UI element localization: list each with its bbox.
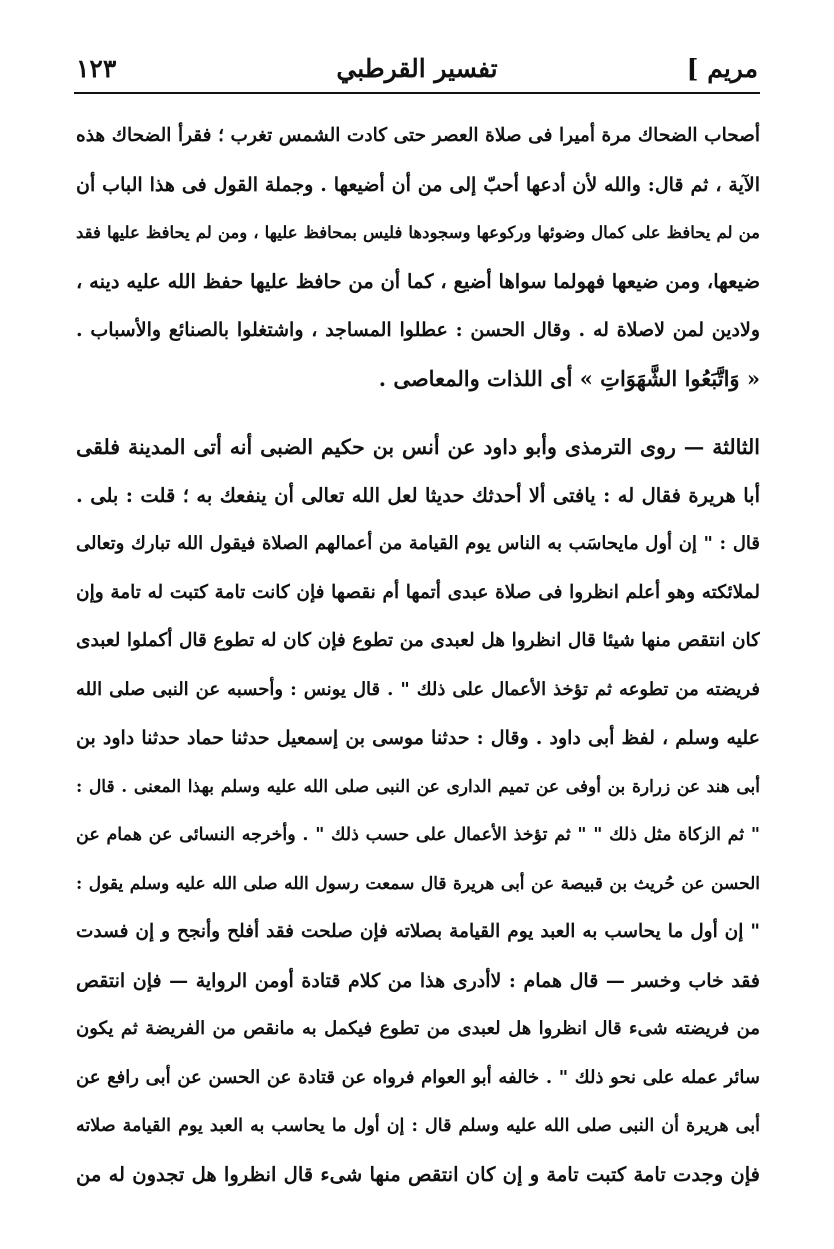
text-line: " إن أول ما يحاسب به العبد يوم القيامة بصلاته فإن صلحت فقد أفلح وأنجح و إن فسدت [76,921,760,942]
page-header [76,48,758,88]
page-body [76,112,760,1199]
text-line: من فريضته شىء قال انظروا هل لعبدى من تطوع فيكمل به مانقص من الفريضة ثم يكون [76,1018,760,1039]
text-line: لملائكته وهو أعلم انظروا فى صلاة عبدى أتمها أم نقصها فإن كانت تامة كتبت له تامة وإن [76,581,760,603]
text-line: الحسن عن حُريث بن قبيصة عن أبى هريرة قال سمعت رسول الله صلى الله عليه وسلم يقول : [76,873,760,894]
text-line: عليه وسلم ، لفظ أبى داود . وقال : حدثنا موسى بن إسمعيل حدثنا حماد حدثنا داود بن [76,727,760,749]
text-line: أصحاب الضحاك مرة أميرا فى صلاة العصر حتى كادت الشمس تغرب ؛ فقرأ الضحاك هذه [76,125,760,146]
page-number: ١٢٣ [76,54,117,83]
text-line: الآية ، ثم قال: والله لأن أدعها أحبّ إلى من أن أضيعها . وجملة القول فى هذا الباب أن [76,173,760,196]
text-line: كان انتقص منها شيئا قال انظروا هل لعبدى من تطوع فإن كان له تطوع قال أكملوا لعبدى [76,630,760,651]
text-line: فقد خاب وخسر — قال همام : لاأدرى هذا من كلام قتادة أومن الرواية — فإن انتقص [76,969,760,992]
book-title: تفسير القرطبي [336,54,498,83]
text-line: « وَاتَّبَعُوا الشَّهَوَاتِ » أى اللذات والمعاصى . [378,365,760,391]
text-line: ضيعها، ومن ضيعها فهولما سواها أضيع ، كما أن من حافظ عليها حفظ الله عليه دينه ، [76,269,760,293]
text-line: أبى هند عن زرارة بن أوفى عن تميم الدارى عن النبى صلى الله عليه وسلم بهذا المعنى . قال : [76,776,760,797]
text-line: قال : " إن أول مايحاسَب به الناس يوم القيامة من أعمالهم الصلاة فيقول الله تبارك وتعالى [76,533,760,554]
text-line: أبا هريرة فقال له : يافتى ألا أحدثك حديثا لعل الله تعالى أن ينفعك به ؛ قلت : بلى . [76,483,760,507]
text-line: ولادين لمن لاصلاة له . وقال الحسن : عطلوا المساجد ، واشتغلوا بالصنائع والأسباب . [76,319,760,341]
paragraph-1 [76,112,760,403]
text-line: " ثم الزكاة مثل ذلك " " ثم تؤخذ الأعمال على حسب ذلك " . وأخرجه النسائى عن همام عن [76,825,760,845]
text-line: الثالثة — روى الترمذى وأبو داود عن أنس بن حكيم الضبى أنه أتى المدينة فلقى [76,435,760,459]
paragraph-2 [76,423,760,1199]
text-line: فريضته من تطوعه ثم تؤخذ الأعمال على ذلك " . قال يونس : وأحسبه عن النبى صلى الله [76,678,760,700]
text-line: أبى هريرة أن النبى صلى الله عليه وسلم قال : إن أول ما يحاسب به العبد يوم القيامة صلاته [76,1116,760,1136]
header-rule [74,92,760,94]
surah-name: مريم ] [686,54,758,83]
text-line: سائر عمله على نحو ذلك " . خالفه أبو العوام فرواه عن قتادة عن الحسن عن أبى رافع عن [76,1066,760,1088]
paragraph-gap [76,403,760,423]
text-line: من لم يحافظ على كمال وضوئها وركوعها وسجودها فليس بمحافظ عليها ، ومن لم يحافظ عليها فقد [76,223,760,242]
text-line: فإن وجدت تامة كتبت تامة و إن كان انتقص منها شىء قال انظروا هل تجدون له من [76,1162,760,1186]
